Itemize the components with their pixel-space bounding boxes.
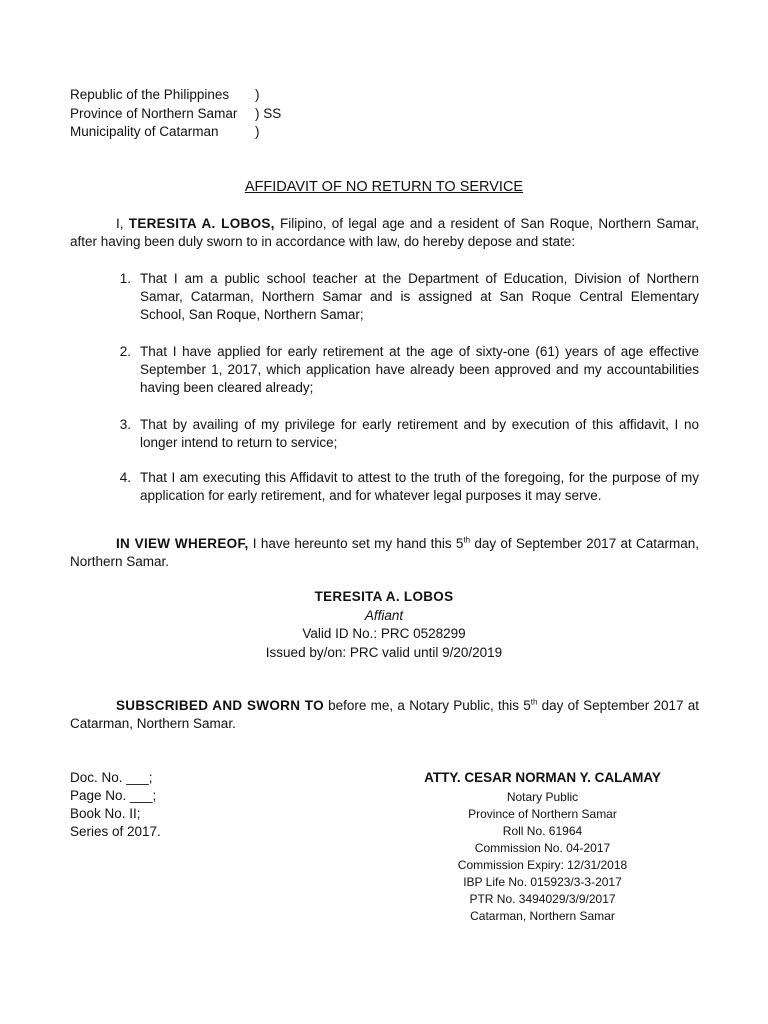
notary-commission: Commission No. 04-2017 [474, 841, 611, 855]
item-number: 1. [119, 271, 131, 286]
intro-prefix: I, [116, 216, 129, 231]
venue-row [70, 123, 281, 142]
venue-bracket: ) [255, 87, 260, 102]
notary-roll: Roll No. 61964 [502, 824, 583, 838]
notary-ptr: PTR No. 3494029/3/9/2017 [469, 892, 616, 906]
notary-title: Notary Public [506, 790, 579, 804]
series-year: Series of 2017. [70, 824, 161, 839]
notary-province: Province of Northern Samar [468, 807, 617, 821]
venue-bracket: ) [255, 124, 260, 139]
jurat-text-end: day of September 2017 at Catarman, Northern Samar. [70, 698, 699, 731]
book-number: Book No. II; [70, 806, 141, 821]
list-item [70, 469, 699, 505]
jurat-text: before me, a Notary Public, this 5 [323, 698, 531, 713]
intro-paragraph [70, 215, 699, 251]
list-item [70, 270, 699, 324]
list-item [70, 343, 699, 397]
affiant-signature-block [0, 588, 768, 662]
document-title: AFFIDAVIT OF NO RETURN TO SERVICE [244, 179, 524, 195]
affiant-role: Affiant [364, 607, 404, 623]
affiant-name: TERESITA A. LOBOS [314, 589, 454, 604]
venue-row [70, 105, 281, 124]
whereof-paragraph [70, 535, 699, 571]
item-text: That I am executing this Affidavit to attest to the truth of the foregoing, for the purpose of my application for early retirement, and for whatever legal purposes it may serve. [140, 470, 699, 503]
item-text: That by availing of my privilege for early retirement and by execution of this affidavit, I no longer intend to return to service; [140, 417, 699, 450]
jurat-paragraph [70, 697, 699, 733]
jurat-heading: SUBSCRIBED AND SWORN TO [116, 698, 324, 713]
notary-name: ATTY. CESAR NORMAN Y. CALAMAY [424, 770, 661, 785]
item-text: That I am a public school teacher at the Department of Education, Division of Northern Samar, Catarman, Northern Samar and is assigned at San Roque Central Elementary School, San Roque, Northern Samar; [140, 271, 699, 322]
item-text: That I have applied for early retirement at the age of sixty-one (61) years of age effective September 1, 2017, which application have already been approved and my accountabilities having been cleared already; [140, 344, 699, 395]
notary-location: Catarman, Northern Samar [470, 909, 615, 923]
venue-country: Republic of the Philippines [70, 87, 230, 102]
doc-info-block [70, 769, 161, 841]
notary-commission-expiry: Commission Expiry: 12/31/2018 [457, 858, 628, 872]
ordinal-suffix: th [463, 535, 471, 545]
venue-block [70, 86, 281, 142]
notary-block [390, 769, 695, 925]
whereof-text-end: day of September 2017 at Catarman, Northern Samar. [70, 536, 699, 569]
venue-bracket: ) SS [255, 105, 282, 121]
notary-ibp: IBP Life No. 015923/3-3-2017 [463, 875, 622, 889]
affiant-issued: Issued by/on: PRC valid until 9/20/2019 [265, 644, 503, 660]
venue-municipality: Municipality of Catarman [70, 124, 219, 139]
intro-text: Filipino, of legal age and a resident of San Roque, Northern Samar, after having been duly sworn to in accordance with law, do hereby depose and state: [70, 216, 699, 249]
venue-province: Province of Northern Samar [70, 105, 238, 121]
item-number: 3. [119, 417, 131, 432]
venue-row [70, 86, 281, 105]
whereof-heading: IN VIEW WHEREOF, [116, 536, 249, 551]
page-number: Page No. ___; [70, 788, 157, 803]
list-item [70, 416, 699, 452]
doc-number: Doc. No. ___; [70, 770, 153, 785]
item-number: 2. [119, 344, 131, 359]
whereof-text: I have hereunto set my hand this 5 [248, 536, 464, 551]
affiant-name-inline: TERESITA A. LOBOS, [128, 216, 275, 231]
item-number: 4. [119, 470, 131, 485]
affiant-valid-id: Valid ID No.: PRC 0528299 [302, 626, 466, 641]
ordinal-suffix: th [530, 697, 538, 707]
